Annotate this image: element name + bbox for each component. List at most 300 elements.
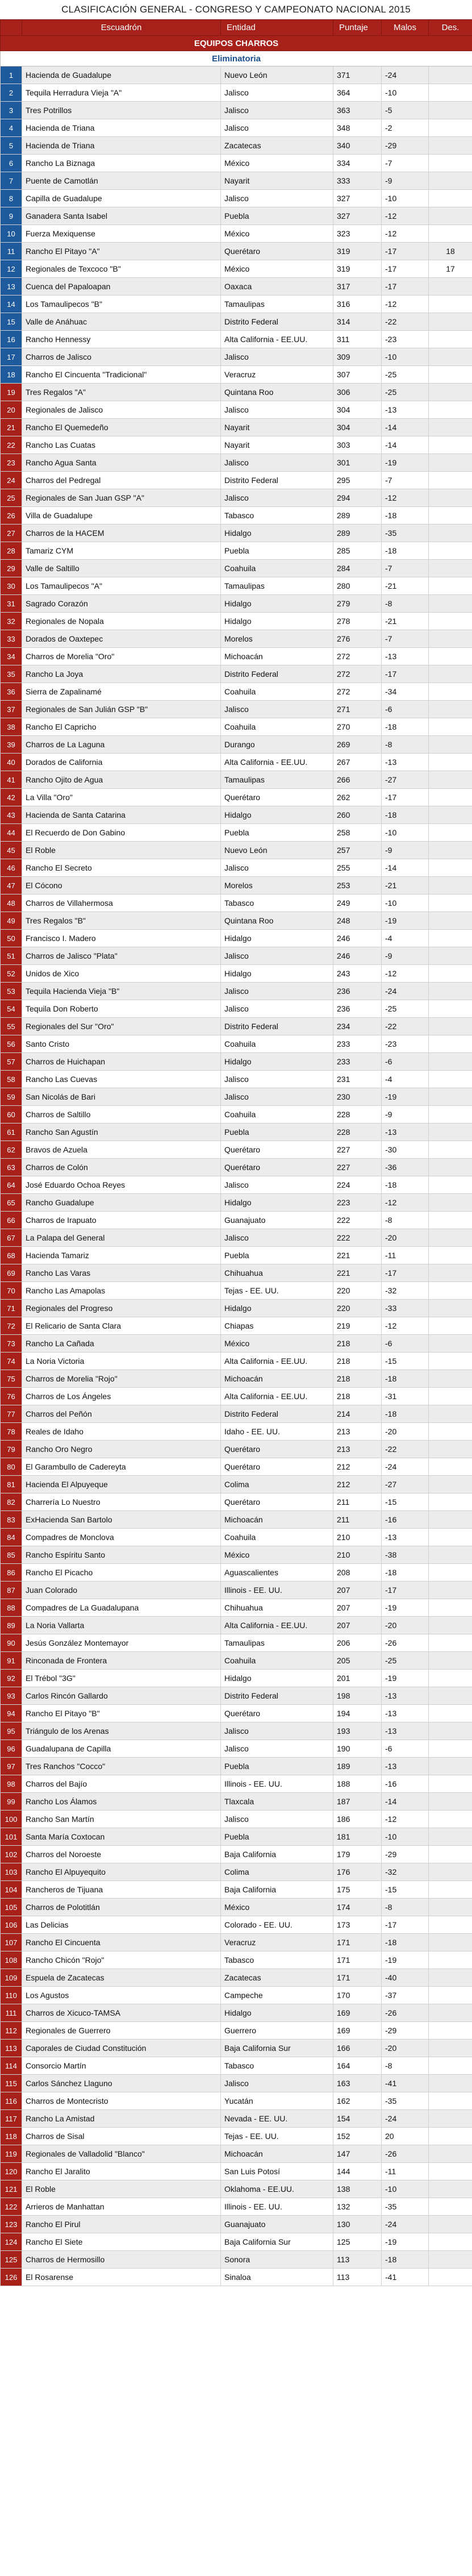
tiebreak-cell xyxy=(429,1141,472,1159)
tiebreak-cell xyxy=(429,419,472,436)
score-cell: 179 xyxy=(333,1846,382,1863)
rank-cell: 33 xyxy=(1,630,22,648)
team-name-cell: San Nicolás de Bari xyxy=(22,1088,221,1106)
table-row xyxy=(1,1899,472,1916)
table-row xyxy=(1,331,472,348)
score-cell: 327 xyxy=(333,207,382,225)
team-name-cell: Hacienda de Triana xyxy=(22,137,221,155)
state-cell: Tamaulipas xyxy=(221,296,333,313)
tiebreak-cell xyxy=(429,2198,472,2216)
faults-cell: -21 xyxy=(382,577,429,595)
faults-cell: -18 xyxy=(382,1564,429,1582)
tiebreak-cell xyxy=(429,1194,472,1212)
faults-cell: -35 xyxy=(382,2198,429,2216)
table-row xyxy=(1,1793,472,1811)
rank-cell: 19 xyxy=(1,384,22,401)
state-cell: Hidalgo xyxy=(221,613,333,630)
team-name-cell: Charros de Colón xyxy=(22,1159,221,1176)
score-cell: 218 xyxy=(333,1352,382,1370)
faults-cell: -19 xyxy=(382,1599,429,1617)
score-cell: 222 xyxy=(333,1229,382,1247)
rank-cell: 6 xyxy=(1,155,22,172)
team-name-cell: Consorcio Martín xyxy=(22,2057,221,2075)
table-row xyxy=(1,1529,472,1546)
state-cell: Jalisco xyxy=(221,1071,333,1088)
tiebreak-cell xyxy=(429,2145,472,2163)
score-cell: 316 xyxy=(333,296,382,313)
state-cell: Jalisco xyxy=(221,1088,333,1106)
team-name-cell: Rancho El Alpuyequito xyxy=(22,1863,221,1881)
team-name-cell: Rinconada de Frontera xyxy=(22,1652,221,1670)
tiebreak-cell xyxy=(429,2233,472,2251)
table-row xyxy=(1,560,472,577)
table-row xyxy=(1,894,472,912)
rank-cell: 23 xyxy=(1,454,22,472)
faults-cell: -17 xyxy=(382,789,429,806)
table-row xyxy=(1,877,472,894)
tiebreak-cell xyxy=(429,1317,472,1335)
faults-cell: -17 xyxy=(382,665,429,683)
tiebreak-cell xyxy=(429,842,472,859)
state-cell: Distrito Federal xyxy=(221,472,333,489)
rank-cell: 56 xyxy=(1,1035,22,1053)
table-row xyxy=(1,2022,472,2040)
score-cell: 218 xyxy=(333,1388,382,1405)
rank-cell: 48 xyxy=(1,894,22,912)
team-name-cell: Charros de Morelia "Rojo" xyxy=(22,1370,221,1388)
faults-cell: -15 xyxy=(382,1352,429,1370)
tiebreak-cell xyxy=(429,1652,472,1670)
score-cell: 249 xyxy=(333,894,382,912)
table-row xyxy=(1,1264,472,1282)
faults-cell: -20 xyxy=(382,1423,429,1441)
faults-cell: -9 xyxy=(382,842,429,859)
tiebreak-cell xyxy=(429,2092,472,2110)
rank-cell: 68 xyxy=(1,1247,22,1264)
score-cell: 132 xyxy=(333,2198,382,2216)
team-name-cell: Los Tamaulipecos "A" xyxy=(22,577,221,595)
state-cell: Colorado - EE. UU. xyxy=(221,1916,333,1934)
score-cell: 363 xyxy=(333,102,382,119)
rank-cell: 61 xyxy=(1,1123,22,1141)
table-row xyxy=(1,1758,472,1775)
rank-cell: 1 xyxy=(1,66,22,84)
score-cell: 223 xyxy=(333,1194,382,1212)
faults-cell: -32 xyxy=(382,1863,429,1881)
faults-cell: -10 xyxy=(382,84,429,102)
faults-cell: -2 xyxy=(382,119,429,137)
rank-cell: 78 xyxy=(1,1423,22,1441)
table-row xyxy=(1,1705,472,1722)
faults-cell: -14 xyxy=(382,1793,429,1811)
score-cell: 212 xyxy=(333,1458,382,1476)
team-name-cell: Rancho Espíritu Santo xyxy=(22,1546,221,1564)
tiebreak-cell xyxy=(429,1123,472,1141)
table-row xyxy=(1,137,472,155)
table-row xyxy=(1,1194,472,1212)
score-cell: 262 xyxy=(333,789,382,806)
score-cell: 253 xyxy=(333,877,382,894)
rank-cell: 92 xyxy=(1,1670,22,1687)
team-name-cell: Dorados de California xyxy=(22,754,221,771)
score-cell: 270 xyxy=(333,718,382,736)
score-cell: 206 xyxy=(333,1634,382,1652)
rank-cell: 115 xyxy=(1,2075,22,2092)
team-name-cell: Rancho Las Cuevas xyxy=(22,1071,221,1088)
table-row xyxy=(1,1018,472,1035)
state-cell: Puebla xyxy=(221,1758,333,1775)
standings-table xyxy=(0,19,472,2286)
tiebreak-cell xyxy=(429,877,472,894)
score-cell: 284 xyxy=(333,560,382,577)
rank-cell: 47 xyxy=(1,877,22,894)
faults-cell: -40 xyxy=(382,1969,429,1987)
tiebreak-cell xyxy=(429,718,472,736)
table-row xyxy=(1,84,472,102)
tiebreak-cell xyxy=(429,1740,472,1758)
rank-cell: 41 xyxy=(1,771,22,789)
tiebreak-cell xyxy=(429,1599,472,1617)
team-name-cell: Charros del Bajío xyxy=(22,1775,221,1793)
faults-cell: -20 xyxy=(382,1229,429,1247)
score-cell: 213 xyxy=(333,1441,382,1458)
state-cell: Tamaulipas xyxy=(221,771,333,789)
rank-cell: 4 xyxy=(1,119,22,137)
rank-cell: 49 xyxy=(1,912,22,930)
tiebreak-cell xyxy=(429,507,472,525)
score-cell: 319 xyxy=(333,243,382,260)
tiebreak-cell xyxy=(429,754,472,771)
table-row xyxy=(1,119,472,137)
state-cell: Querétaro xyxy=(221,1493,333,1511)
tiebreak-cell xyxy=(429,2004,472,2022)
rank-cell: 84 xyxy=(1,1529,22,1546)
score-cell: 280 xyxy=(333,577,382,595)
table-row xyxy=(1,1634,472,1652)
score-cell: 210 xyxy=(333,1529,382,1546)
score-cell: 236 xyxy=(333,1000,382,1018)
table-row xyxy=(1,384,472,401)
team-name-cell: Rancho El Jaralito xyxy=(22,2163,221,2180)
faults-cell: -8 xyxy=(382,595,429,613)
table-row xyxy=(1,1476,472,1493)
table-row xyxy=(1,1670,472,1687)
rank-cell: 75 xyxy=(1,1370,22,1388)
tiebreak-cell xyxy=(429,1793,472,1811)
faults-cell: -8 xyxy=(382,1899,429,1916)
tiebreak-cell xyxy=(429,66,472,84)
score-cell: 220 xyxy=(333,1282,382,1300)
table-row xyxy=(1,1722,472,1740)
table-row xyxy=(1,2145,472,2163)
tiebreak-cell xyxy=(429,1846,472,1863)
team-name-cell: Rancho La Joya xyxy=(22,665,221,683)
score-cell: 207 xyxy=(333,1582,382,1599)
table-row xyxy=(1,2251,472,2269)
state-cell: Sonora xyxy=(221,2251,333,2269)
faults-cell: -25 xyxy=(382,384,429,401)
faults-cell: -16 xyxy=(382,1511,429,1529)
faults-cell: -18 xyxy=(382,1176,429,1194)
state-cell: Tamaulipas xyxy=(221,1634,333,1652)
tiebreak-cell xyxy=(429,1863,472,1881)
score-cell: 163 xyxy=(333,2075,382,2092)
score-cell: 175 xyxy=(333,1881,382,1899)
faults-cell: -19 xyxy=(382,2233,429,2251)
table-row xyxy=(1,243,472,260)
table-row xyxy=(1,1828,472,1846)
faults-cell: -7 xyxy=(382,155,429,172)
team-name-cell: Santa María Coxtocan xyxy=(22,1828,221,1846)
state-cell: Distrito Federal xyxy=(221,313,333,331)
score-cell: 303 xyxy=(333,436,382,454)
faults-cell: -21 xyxy=(382,877,429,894)
tiebreak-cell: 18 xyxy=(429,243,472,260)
state-cell: Jalisco xyxy=(221,401,333,419)
tiebreak-cell xyxy=(429,1282,472,1300)
faults-cell: -10 xyxy=(382,894,429,912)
rank-cell: 70 xyxy=(1,1282,22,1300)
rank-cell: 25 xyxy=(1,489,22,507)
state-cell: Nayarit xyxy=(221,436,333,454)
tiebreak-cell xyxy=(429,2057,472,2075)
rank-cell: 55 xyxy=(1,1018,22,1035)
score-cell: 304 xyxy=(333,419,382,436)
faults-cell: -18 xyxy=(382,718,429,736)
section-title: EQUIPOS CHARROS xyxy=(1,36,472,51)
team-name-cell: Rancho Guadalupe xyxy=(22,1194,221,1212)
header-des: Des. xyxy=(429,20,472,36)
table-row xyxy=(1,2040,472,2057)
state-cell: Alta California - EE.UU. xyxy=(221,1388,333,1405)
score-cell: 201 xyxy=(333,1670,382,1687)
score-cell: 289 xyxy=(333,525,382,542)
tiebreak-cell xyxy=(429,489,472,507)
team-name-cell: Capilla de Guadalupe xyxy=(22,190,221,207)
team-name-cell: Triángulo de los Arenas xyxy=(22,1722,221,1740)
faults-cell: -17 xyxy=(382,243,429,260)
section-row xyxy=(1,36,472,51)
rank-cell: 45 xyxy=(1,842,22,859)
faults-cell: -13 xyxy=(382,1722,429,1740)
state-cell: Tejas - EE. UU. xyxy=(221,1282,333,1300)
rank-cell: 106 xyxy=(1,1916,22,1934)
team-name-cell: Rancho El Capricho xyxy=(22,718,221,736)
tiebreak-cell xyxy=(429,1670,472,1687)
rank-cell: 60 xyxy=(1,1106,22,1123)
faults-cell: -10 xyxy=(382,190,429,207)
state-cell: Puebla xyxy=(221,1828,333,1846)
score-cell: 186 xyxy=(333,1811,382,1828)
rank-cell: 113 xyxy=(1,2040,22,2057)
score-cell: 234 xyxy=(333,1018,382,1035)
rank-cell: 36 xyxy=(1,683,22,701)
score-cell: 269 xyxy=(333,736,382,754)
team-name-cell: Hacienda Tamariz xyxy=(22,1247,221,1264)
faults-cell: -17 xyxy=(382,1582,429,1599)
team-name-cell: José Eduardo Ochoa Reyes xyxy=(22,1176,221,1194)
table-row xyxy=(1,348,472,366)
table-row xyxy=(1,1511,472,1529)
rank-cell: 57 xyxy=(1,1053,22,1071)
score-cell: 271 xyxy=(333,701,382,718)
tiebreak-cell xyxy=(429,1705,472,1722)
faults-cell: -27 xyxy=(382,771,429,789)
score-cell: 138 xyxy=(333,2180,382,2198)
rank-cell: 74 xyxy=(1,1352,22,1370)
faults-cell: -24 xyxy=(382,1458,429,1476)
table-row xyxy=(1,859,472,877)
faults-cell: -20 xyxy=(382,1617,429,1634)
rank-cell: 53 xyxy=(1,983,22,1000)
score-cell: 311 xyxy=(333,331,382,348)
tiebreak-cell xyxy=(429,137,472,155)
state-cell: Guanajuato xyxy=(221,2216,333,2233)
team-name-cell: Caporales de Ciudad Constitución xyxy=(22,2040,221,2057)
team-name-cell: Charrería Lo Nuestro xyxy=(22,1493,221,1511)
score-cell: 243 xyxy=(333,965,382,983)
faults-cell: -13 xyxy=(382,401,429,419)
tiebreak-cell xyxy=(429,119,472,137)
rank-cell: 83 xyxy=(1,1511,22,1529)
tiebreak-cell xyxy=(429,1458,472,1476)
state-cell: Querétaro xyxy=(221,243,333,260)
table-row xyxy=(1,930,472,947)
state-cell: Hidalgo xyxy=(221,1053,333,1071)
team-name-cell: Sierra de Zapalinamé xyxy=(22,683,221,701)
team-name-cell: Guadalupana de Capilla xyxy=(22,1740,221,1758)
tiebreak-cell xyxy=(429,225,472,243)
state-cell: Chiapas xyxy=(221,1317,333,1335)
team-name-cell: Tamariz CYM xyxy=(22,542,221,560)
faults-cell: -13 xyxy=(382,648,429,665)
team-name-cell: Cuenca del Papaloapan xyxy=(22,278,221,296)
team-name-cell: Tequila Hacienda Vieja "B" xyxy=(22,983,221,1000)
state-cell: Hidalgo xyxy=(221,2004,333,2022)
faults-cell: -10 xyxy=(382,348,429,366)
tiebreak-cell xyxy=(429,2269,472,2286)
score-cell: 207 xyxy=(333,1617,382,1634)
team-name-cell: Regionales de Texcoco "B" xyxy=(22,260,221,278)
table-row xyxy=(1,1969,472,1987)
rank-cell: 118 xyxy=(1,2128,22,2145)
tiebreak-cell xyxy=(429,983,472,1000)
tiebreak-cell xyxy=(429,454,472,472)
rank-cell: 51 xyxy=(1,947,22,965)
table-row xyxy=(1,1599,472,1617)
faults-cell: -13 xyxy=(382,1123,429,1141)
tiebreak-cell xyxy=(429,2180,472,2198)
state-cell: Aguascalientes xyxy=(221,1564,333,1582)
header-escuadron: Escuadrón xyxy=(22,20,221,36)
faults-cell: -31 xyxy=(382,1388,429,1405)
team-name-cell: Charros de Morelia "Oro" xyxy=(22,648,221,665)
state-cell: Coahuila xyxy=(221,1652,333,1670)
state-cell: Colima xyxy=(221,1863,333,1881)
state-cell: Baja California xyxy=(221,1846,333,1863)
rank-cell: 119 xyxy=(1,2145,22,2163)
tiebreak-cell xyxy=(429,1035,472,1053)
rank-cell: 39 xyxy=(1,736,22,754)
table-row xyxy=(1,1846,472,1863)
rank-cell: 42 xyxy=(1,789,22,806)
tiebreak-cell xyxy=(429,1493,472,1511)
state-cell: Campeche xyxy=(221,1987,333,2004)
state-cell: Hidalgo xyxy=(221,525,333,542)
table-row xyxy=(1,1934,472,1951)
faults-cell: -36 xyxy=(382,1159,429,1176)
rank-cell: 94 xyxy=(1,1705,22,1722)
tiebreak-cell xyxy=(429,613,472,630)
rank-cell: 117 xyxy=(1,2110,22,2128)
state-cell: Jalisco xyxy=(221,489,333,507)
team-name-cell: Tres Ranchos "Cocco" xyxy=(22,1758,221,1775)
score-cell: 221 xyxy=(333,1247,382,1264)
table-row xyxy=(1,1863,472,1881)
table-row xyxy=(1,1811,472,1828)
rank-cell: 67 xyxy=(1,1229,22,1247)
rank-cell: 58 xyxy=(1,1071,22,1088)
score-cell: 266 xyxy=(333,771,382,789)
team-name-cell: Rancho Las Amapolas xyxy=(22,1282,221,1300)
table-row xyxy=(1,260,472,278)
score-cell: 125 xyxy=(333,2233,382,2251)
rank-cell: 24 xyxy=(1,472,22,489)
faults-cell: -12 xyxy=(382,1317,429,1335)
table-row xyxy=(1,472,472,489)
team-name-cell: Rancho El Secreto xyxy=(22,859,221,877)
state-cell: Hidalgo xyxy=(221,806,333,824)
rank-cell: 125 xyxy=(1,2251,22,2269)
team-name-cell: Regionales de Jalisco xyxy=(22,401,221,419)
state-cell: Jalisco xyxy=(221,348,333,366)
state-cell: Chihuahua xyxy=(221,1599,333,1617)
rank-cell: 123 xyxy=(1,2216,22,2233)
score-cell: 170 xyxy=(333,1987,382,2004)
table-row xyxy=(1,2057,472,2075)
table-row xyxy=(1,436,472,454)
score-cell: 169 xyxy=(333,2022,382,2040)
rank-cell: 14 xyxy=(1,296,22,313)
state-cell: Querétaro xyxy=(221,789,333,806)
faults-cell: -12 xyxy=(382,965,429,983)
rank-cell: 9 xyxy=(1,207,22,225)
tiebreak-cell xyxy=(429,560,472,577)
faults-cell: -10 xyxy=(382,2180,429,2198)
team-name-cell: Rancho El Picacho xyxy=(22,1564,221,1582)
faults-cell: -19 xyxy=(382,912,429,930)
score-cell: 231 xyxy=(333,1071,382,1088)
table-row xyxy=(1,842,472,859)
tiebreak-cell xyxy=(429,384,472,401)
state-cell: Nuevo León xyxy=(221,842,333,859)
faults-cell: -35 xyxy=(382,2092,429,2110)
state-cell: Coahuila xyxy=(221,1106,333,1123)
rank-cell: 87 xyxy=(1,1582,22,1599)
score-cell: 113 xyxy=(333,2269,382,2286)
state-cell: Quintana Roo xyxy=(221,912,333,930)
tiebreak-cell xyxy=(429,1828,472,1846)
table-row xyxy=(1,1000,472,1018)
rank-cell: 50 xyxy=(1,930,22,947)
table-row xyxy=(1,789,472,806)
faults-cell: -11 xyxy=(382,1247,429,1264)
team-name-cell: Rancho Hennessy xyxy=(22,331,221,348)
state-cell: Illinois - EE. UU. xyxy=(221,1775,333,1793)
header-num xyxy=(1,20,22,36)
team-name-cell: El Relicario de Santa Clara xyxy=(22,1317,221,1335)
team-name-cell: Rancho La Biznaga xyxy=(22,155,221,172)
